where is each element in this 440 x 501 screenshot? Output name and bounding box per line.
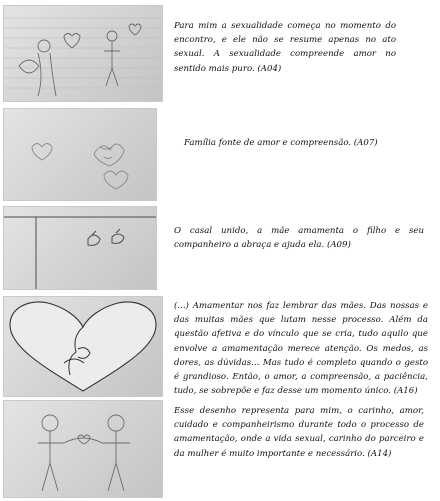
drawing-1-sketch [4,6,162,101]
drawing-5 [3,400,163,498]
caption-3: O casal unido, a mãe amamenta o filho e seu companheiro a abraça e ajuda ela. (A09) [174,226,424,251]
drawing-5-sketch [4,401,162,497]
entry-row-4 [3,296,435,395]
drawing-4 [3,296,163,397]
drawing-3-sketch [4,207,156,289]
entry-row-1 [3,5,435,100]
drawing-2 [3,108,157,201]
caption-4: (...) Amamentar nos faz lembrar das mães. Das nossas e das muitas mães que lutam nesse processo. Além da questão afetiva e do vínculo que se cria, tudo aquilo que envolve a amamentação merece atenção. Os medos, as dores, as dúvidas... Mas tudo é completo quando o gesto é grandioso. Então, o amor, a compreensão, a paciência, tudo, se sobrepõe e faz desse um momento único. (A16) [174,301,428,397]
drawing-3 [3,206,157,290]
drawing-4-sketch [4,297,162,396]
caption-1: Para mim a sexualidade começa no momento do encontro, e ele não se resume apenas no ato sexual. A sexualidade compreende amor no sentido mais puro. (A04) [174,21,396,74]
caption-5: Esse desenho representa para mim, o carinho, amor, cuidado e companheirismo durante todo o processo de amamentação, onde a vida sexual, carinho do parceiro e da mulher é muito importante e necessário. (A14) [174,406,424,459]
entry-row-3 [3,206,435,288]
caption-2: Família fonte de amor e compreensão. (A07) [184,138,378,148]
entry-row-5 [3,400,435,496]
drawing-1 [3,5,163,102]
drawing-2-sketch [4,109,156,200]
entry-row-2 [3,108,435,199]
